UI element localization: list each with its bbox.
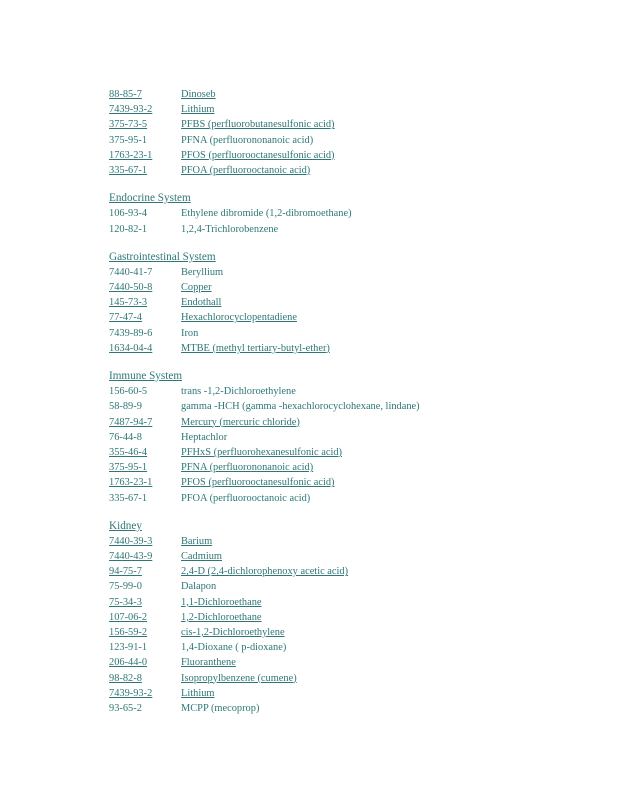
contaminant-name[interactable]: Dinoseb [181,89,216,100]
cas-number[interactable]: 156-59-2 [109,627,148,638]
contaminant-row [109,640,589,655]
cas-number: 335-67-1 [109,492,148,504]
contaminant-name[interactable]: PFOS (perfluorooctanesulfonic acid) [181,149,335,161]
cas-number[interactable]: 145-73-3 [109,297,148,309]
cas-number[interactable]: 375-95-1 [109,462,148,474]
section-spacer [109,237,589,250]
contaminant-row[interactable] [109,87,589,102]
contaminant-name: Heptachlor [181,431,228,443]
contaminant-row[interactable] [109,460,589,475]
contaminant-row [109,326,589,341]
contaminant-row[interactable] [109,686,589,701]
contaminant-name[interactable]: 1,2-Dichloroethane [181,611,262,623]
contaminant-name: PFOA (perfluorooctanoic acid) [181,492,311,504]
cas-number: 106-93-4 [109,208,148,220]
contaminant-name: MCPP (mecoprop) [181,702,260,714]
cas-number: 123-91-1 [109,642,148,654]
section [109,87,589,178]
cas-number[interactable]: 206-44-0 [109,657,148,669]
contaminant-row[interactable] [109,310,589,325]
contaminant-row [109,206,589,221]
cas-number[interactable]: 1763-23-1 [109,149,153,161]
cas-number[interactable]: 88-85-7 [109,89,142,100]
contaminant-row [109,430,589,445]
contaminant-name[interactable]: Barium [181,535,213,547]
cas-number: 120-82-1 [109,223,148,235]
contaminant-name: PFNA (perfluorononanoic acid) [181,134,314,146]
cas-number[interactable]: 7439-93-2 [109,104,153,116]
contaminant-row[interactable] [109,295,589,310]
contaminant-row[interactable] [109,549,589,564]
contaminant-row [109,701,589,716]
cas-number[interactable]: 335-67-1 [109,164,148,176]
contaminant-row[interactable] [109,475,589,490]
cas-number[interactable]: 1634-04-4 [109,342,153,354]
contaminant-row[interactable] [109,564,589,579]
contaminant-name[interactable]: PFOS (perfluorooctanesulfonic acid) [181,477,335,489]
cas-number[interactable]: 355-46-4 [109,446,148,458]
cas-number[interactable]: 7439-93-2 [109,687,153,699]
contaminant-name[interactable]: Lithium [181,104,215,116]
contaminant-row[interactable] [109,415,589,430]
section [109,178,589,237]
section-spacer [109,506,589,519]
contaminant-row [109,133,589,148]
cas-number[interactable]: 77-47-4 [109,312,142,324]
contaminant-name: Ethylene dibromide (1,2-dibromoethane) [181,208,352,220]
contaminant-name[interactable]: Mercury (mercuric chloride) [181,416,300,428]
cas-number: 58-89-9 [109,401,142,413]
cas-number: 93-65-2 [109,702,142,714]
section [109,356,589,506]
contaminant-row [109,579,589,594]
contaminant-name: 1,4-Dioxane ( p-dioxane) [181,642,287,654]
section-heading[interactable]: Endocrine System [109,192,191,205]
cas-number[interactable]: 75-34-3 [109,596,142,608]
contaminant-row[interactable] [109,610,589,625]
section [109,237,589,356]
contaminant-row[interactable] [109,102,589,117]
contaminant-row[interactable] [109,341,589,356]
contaminant-name[interactable]: MTBE (methyl tertiary-butyl-ether) [181,342,330,354]
contaminant-row[interactable] [109,445,589,460]
contaminant-name[interactable]: cis-1,2-Dichloroethylene [181,627,285,638]
contaminant-name[interactable]: PFHxS (perfluorohexanesulfonic acid) [181,446,343,458]
contaminant-row[interactable] [109,625,589,640]
contaminant-name[interactable]: Endothall [181,297,222,309]
contaminant-row [109,399,589,414]
cas-number[interactable]: 375-73-5 [109,119,148,131]
cas-number: 75-99-0 [109,581,142,593]
contaminant-name: gamma -HCH (gamma -hexachlorocyclohexane, lindane) [181,401,420,413]
contaminant-row [109,222,589,237]
contaminant-row[interactable] [109,148,589,163]
contaminant-name[interactable]: 2,4-D (2,4-dichlorophenoxy acetic acid) [181,566,349,578]
cas-number: 76-44-8 [109,431,142,443]
cas-number[interactable]: 7487-94-7 [109,416,153,428]
contaminant-name[interactable]: 1,1-Dichloroethane [181,596,262,608]
cas-number[interactable]: 1763-23-1 [109,477,153,489]
contaminant-name[interactable]: Isopropylbenzene (cumene) [181,672,297,684]
section-heading[interactable]: Kidney [109,519,142,532]
section-heading[interactable]: Immune System [109,370,183,382]
contaminant-name[interactable]: Cadmium [181,551,222,563]
contaminant-row[interactable] [109,534,589,549]
contaminant-name[interactable]: Lithium [181,687,215,699]
document-page [109,87,589,716]
contaminant-name: 1,2,4-Trichlorobenzene [181,223,279,235]
section-spacer [109,356,589,369]
contaminant-row[interactable] [109,117,589,132]
cas-number[interactable]: 7440-39-3 [109,535,153,547]
contaminant-name: Iron [181,327,199,339]
contaminant-row[interactable] [109,595,589,610]
cas-number[interactable]: 7440-43-9 [109,551,153,563]
contaminant-name[interactable]: PFOA (perfluorooctanoic acid) [181,164,311,176]
cas-number: 156-60-5 [109,386,148,398]
cas-number: 7439-89-6 [109,327,153,339]
contaminant-name: trans -1,2-Dichloroethylene [181,386,296,398]
contaminant-name[interactable]: PFBS (perfluorobutanesulfonic acid) [181,119,335,131]
contaminant-name[interactable]: Copper [181,282,212,294]
contaminant-name[interactable]: Hexachlorocyclopentadiene [181,312,297,324]
contaminant-row [109,491,589,506]
cas-number[interactable]: 94-75-7 [109,566,142,578]
cas-number[interactable]: 98-82-8 [109,672,142,684]
contaminant-row [109,265,589,280]
contaminant-row[interactable] [109,655,589,670]
contaminant-row[interactable] [109,280,589,295]
section-spacer [109,178,589,191]
contaminant-name: Dalapon [181,581,217,593]
contaminant-name[interactable]: Fluoranthene [181,657,236,669]
cas-number[interactable]: 7440-50-8 [109,282,153,294]
contaminant-row [109,384,589,399]
contaminant-name: Beryllium [181,266,224,278]
contaminant-row[interactable] [109,163,589,178]
contaminant-row[interactable] [109,671,589,686]
cas-number: 375-95-1 [109,134,148,146]
section [109,506,589,716]
section-heading[interactable]: Gastrointestinal System [109,250,216,263]
contaminant-name[interactable]: PFNA (perfluorononanoic acid) [181,462,314,474]
cas-number: 7440-41-7 [109,266,153,278]
cas-number[interactable]: 107-06-2 [109,611,148,623]
